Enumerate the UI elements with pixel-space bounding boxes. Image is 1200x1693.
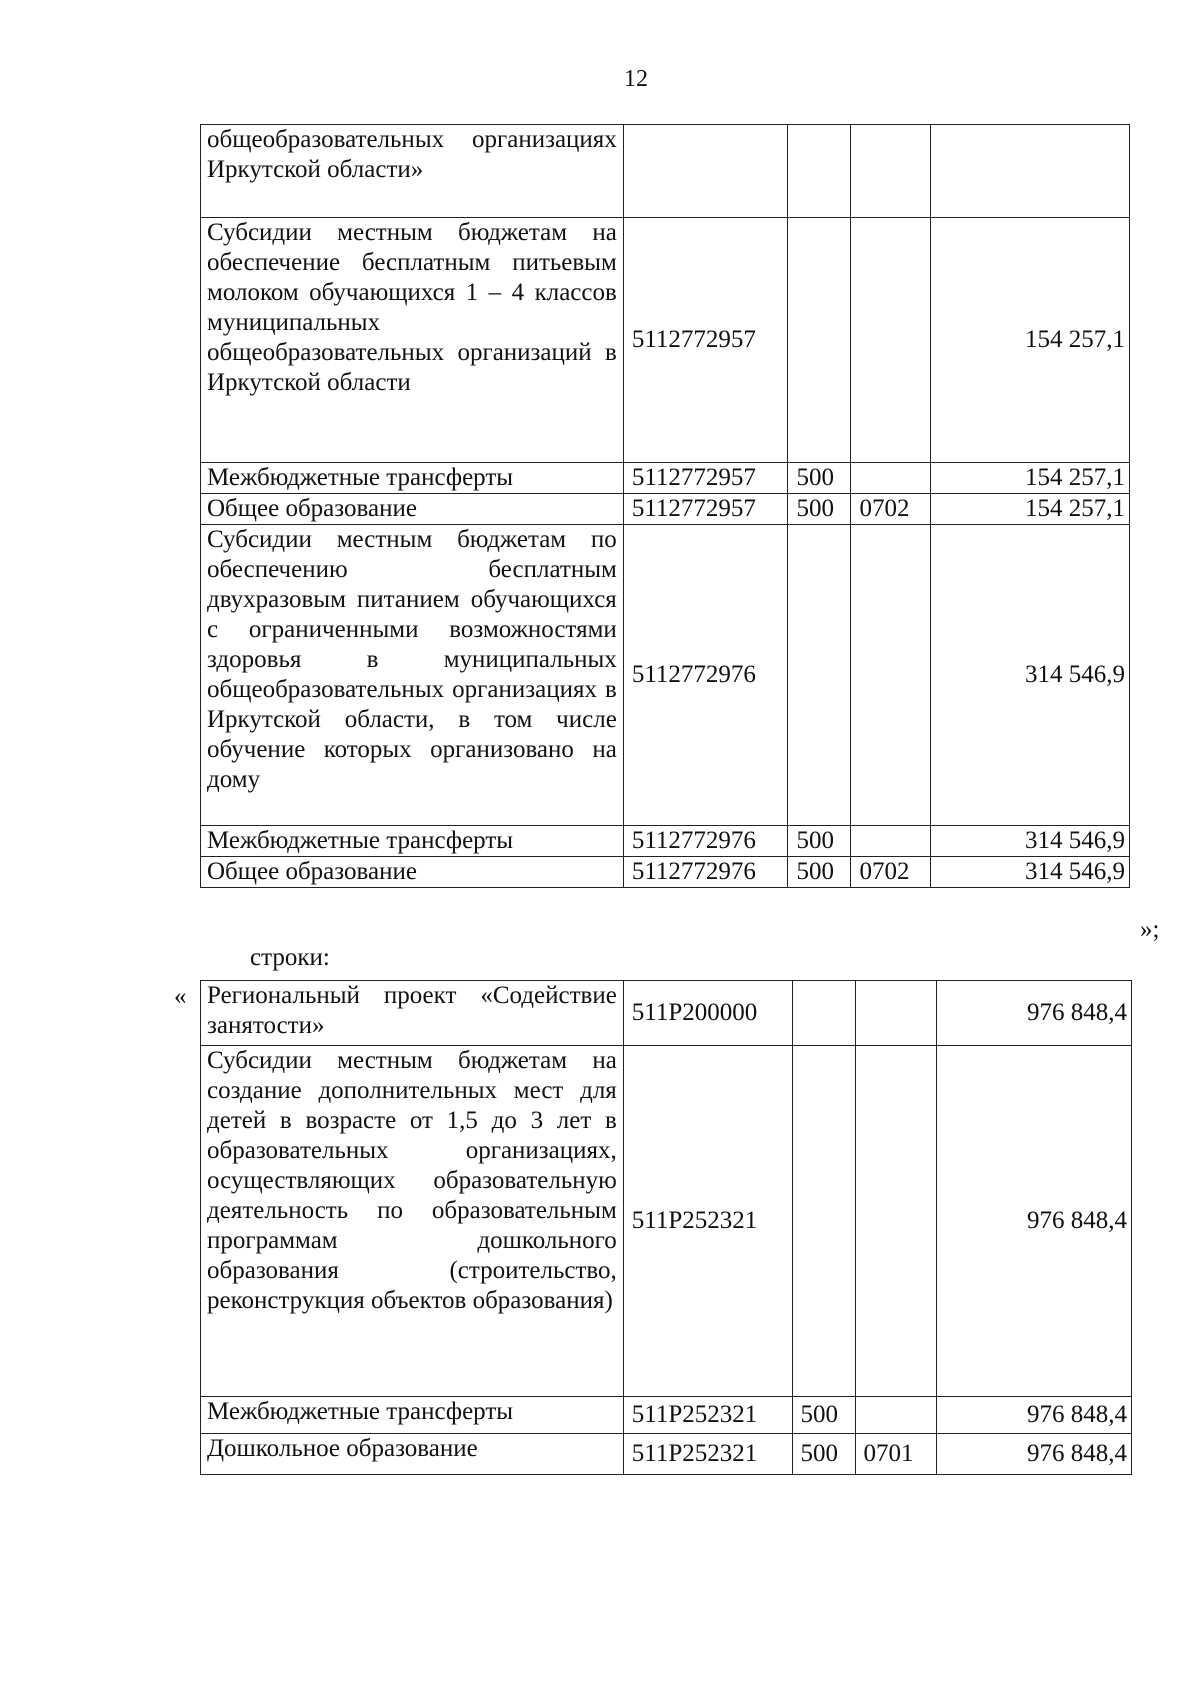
row-name-cell: Дошкольное образование: [201, 1434, 624, 1475]
row-name-cell: Субсидии местным бюджетам на создание дополнительных мест для детей в возрасте от 1,5 до 3 лет в образовательных организациях, осуществляющих образовательную деятельность по образовательным программам дошкольного образования (строительство, реконструкция объектов образования): [201, 1046, 624, 1397]
target-code-cell: 5112772957: [623, 463, 788, 494]
section-code-cell: 0702: [851, 857, 930, 888]
section-code-cell: [855, 981, 936, 1046]
expense-type-cell: 500: [788, 463, 851, 494]
budget-table-2: [200, 980, 1132, 1475]
section-code-cell: [851, 826, 930, 857]
table-row: [201, 1397, 1132, 1434]
expense-type-cell: 500: [788, 826, 851, 857]
amount-cell: 154 257,1: [930, 494, 1129, 525]
section-code-cell: 0701: [855, 1434, 936, 1475]
opening-quote: «: [174, 983, 187, 1010]
table-row: [201, 463, 1130, 494]
row-name-cell: Межбюджетные трансферты: [201, 463, 624, 494]
row-name-cell: общеобразовательных организациях Иркутской области»: [201, 125, 624, 218]
section-code-cell: [851, 125, 930, 218]
page-number: 12: [624, 66, 648, 92]
table-row: [201, 494, 1130, 525]
amount-cell: 976 848,4: [936, 981, 1131, 1046]
row-name-cell: Субсидии местным бюджетам на обеспечение бесплатным питьевым молоком обучающихся 1 – 4 классов муниципальных общеобразовательных организаций в Иркутской области: [201, 218, 624, 463]
target-code-cell: [623, 125, 788, 218]
amount-cell: 976 848,4: [936, 1046, 1131, 1397]
target-code-cell: 5112772957: [623, 494, 788, 525]
section-code-cell: [851, 525, 930, 826]
amount-cell: 314 546,9: [930, 525, 1129, 826]
section-code-cell: [851, 463, 930, 494]
section-code-cell: 0702: [851, 494, 930, 525]
budget-table-1: [200, 124, 1130, 888]
target-code-cell: 511P200000: [623, 981, 792, 1046]
table-row: [201, 857, 1130, 888]
target-code-cell: 5112772976: [623, 857, 788, 888]
expense-type-cell: 500: [788, 857, 851, 888]
expense-type-cell: [792, 981, 855, 1046]
target-code-cell: 5112772976: [623, 525, 788, 826]
table-row: [201, 1434, 1132, 1475]
row-name-cell: Субсидии местным бюджетам по обеспечению бесплатным двухразовым питанием обучающихся с ограниченными возможностями здоровья в муниципальных общеобразовательных организациях в Иркутской области, в том числе обучение которых организовано на дому: [201, 525, 624, 826]
row-name-cell: Общее образование: [201, 494, 624, 525]
table-row: [201, 125, 1130, 218]
amount-cell: 976 848,4: [936, 1434, 1131, 1475]
table-row: [201, 826, 1130, 857]
expense-type-cell: [788, 525, 851, 826]
amount-cell: 314 546,9: [930, 826, 1129, 857]
table-row: [201, 981, 1132, 1046]
row-name-cell: Межбюджетные трансферты: [201, 826, 624, 857]
target-code-cell: 511P252321: [623, 1397, 792, 1434]
section-code-cell: [855, 1046, 936, 1397]
expense-type-cell: [792, 1046, 855, 1397]
target-code-cell: 511P252321: [623, 1046, 792, 1397]
amount-cell: 154 257,1: [930, 463, 1129, 494]
table-row: [201, 218, 1130, 463]
amount-cell: 314 546,9: [930, 857, 1129, 888]
target-code-cell: 5112772976: [623, 826, 788, 857]
row-name-cell: Межбюджетные трансферты: [201, 1397, 624, 1434]
target-code-cell: 5112772957: [623, 218, 788, 463]
expense-type-cell: [788, 125, 851, 218]
expense-type-cell: 500: [788, 494, 851, 525]
section-code-cell: [851, 218, 930, 463]
amount-cell: [930, 125, 1129, 218]
section-code-cell: [855, 1397, 936, 1434]
row-name-cell: Общее образование: [201, 857, 624, 888]
target-code-cell: 511P252321: [623, 1434, 792, 1475]
expense-type-cell: 500: [792, 1434, 855, 1475]
amount-cell: 976 848,4: [936, 1397, 1131, 1434]
table-row: [201, 1046, 1132, 1397]
amount-cell: 154 257,1: [930, 218, 1129, 463]
lines-label: строки:: [250, 944, 330, 971]
closing-quote: »;: [1140, 916, 1160, 943]
row-name-cell: Региональный проект «Содействие занятости»: [201, 981, 624, 1046]
expense-type-cell: [788, 218, 851, 463]
expense-type-cell: 500: [792, 1397, 855, 1434]
table-row: [201, 525, 1130, 826]
